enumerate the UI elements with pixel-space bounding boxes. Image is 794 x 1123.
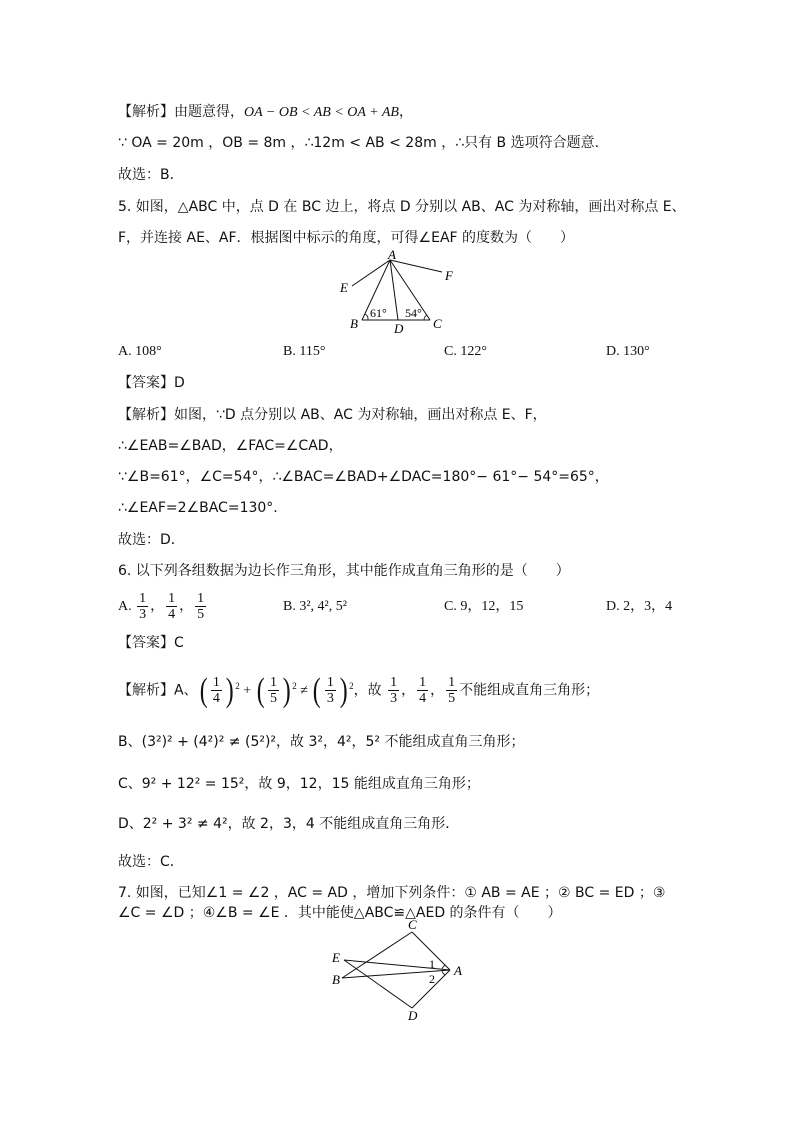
solution-tag: 【解析】 [118,104,174,120]
q6-answer: 【答案】C [118,635,184,651]
q6-solution-c: C、9² + 12² = 15²，故 9，12，15 能组成直角三角形； [118,776,480,792]
q5-solution-line-2: ∴∠EAB=∠BAD，∠FAC=∠CAD， [118,438,343,454]
q5-stem-line-2: F，并连接 AE、AF．根据图中标示的角度，可得∠EAF 的度数为（ ） [118,230,575,246]
fraction: $\frac{1}{3}$ [139,591,147,623]
q7-stem-line-1: 7. 如图，已知∠1 = ∠2 ，AC = AD ，增加下列条件：① AB = AE ；② BC = ED ；③ [118,885,666,901]
q6-solution-b: B、(3²)² + (4²)² ≠ (5²)²，故 3²，4²，5² 不能组成直角三角形； [118,734,525,750]
angle-c-arc [424,315,427,320]
q5-solution-line-3: ∵∠B=61°，∠C=54°，∴∠BAC=∠BAD+∠DAC=180°− 61°− 54°=65°， [118,469,609,485]
angle-1-label: 1 [429,957,435,971]
q6-solution-a: 【解析】A、( $\frac{1}{4}$ ) $^2$ + ( $\frac{1}{5}$ ) $^2$ ≠ ( $\frac{1}{3}$ ) $^2$，故 $\frac{1}{3}$ ， $\frac{1}{4}$ ， $\frac{1}{5}$ 不能组成直角三角形； [118,671,600,709]
prev-solution-line-2: ∵ OA = 20m ，OB = 8m ，∴12m < AB < 28m ，∴只有 B 选项符合题意. [118,135,600,151]
q5-option-b: B. 115° [283,344,326,359]
fraction: $\frac{1}{4}$ [168,591,176,623]
prev-solution-choice: 故选：B． [118,167,184,183]
q6-solution-d: D、2² + 3² ≠ 4²，故 2，3，4 不能组成直角三角形． [118,816,460,832]
q5-option-d: D. 130° [606,344,650,359]
label-c: C [408,918,417,932]
label-e: E [340,280,348,295]
q5-stem-line-1: 5. 如图，△ABC 中，点 D 在 BC 边上，将点 D 分别以 AB、AC 为对称轴，画出对称点 E、 [118,199,686,215]
label-d: D [394,321,404,336]
q5-option-c: C. 122° [444,344,487,359]
angle-b-arc [365,314,368,320]
label-c: C [433,316,442,331]
q5-solution-line-4: ∴∠EAF=2∠BAC=130°. [118,500,278,516]
label-b: B [332,972,340,987]
label-e: E [332,950,340,965]
q5-solution-line-1: 【解析】如图，∵D 点分别以 AB、AC 为对称轴，画出对称点 E、F， [118,407,547,423]
label-a: A [454,963,462,978]
q6-option-a: A. $\frac{1}{3}$ ， $\frac{1}{4}$ ， $\frac{1}{5}$ [118,591,205,623]
label-a: A [388,250,396,262]
segment-cb [342,932,412,978]
label-d: D [408,1008,418,1023]
fraction: $\frac{1}{5}$ [197,591,205,623]
segment-ed [344,960,412,1008]
q6-stem: 6. 以下列各组数据为边长作三角形，其中能作成直角三角形的是（ ） [118,563,570,579]
angle-1-arc [442,965,445,969]
q6-solution-choice: 故选：C． [118,854,184,870]
q5-solution-choice: 故选：D． [118,532,185,548]
q5-answer: 【答案】D [118,375,185,391]
label-b: B [350,316,358,331]
prev-solution-line-1: 【解析】由题意得，OA − OB < AB < OA + AB， [118,104,413,120]
segment-ad [390,260,398,320]
q6-option-c: C. 9，12，15 [444,599,524,614]
q7-quadrilateral-figure [330,918,470,1023]
label-f: F [445,268,453,283]
angle-b-value: 61° [370,306,387,320]
q7-stem-line-2: ∠C = ∠D ；④∠B = ∠E ．其中能使△ABC≌△AED 的条件有（ ） [118,905,562,921]
q5-option-a: A. 108° [118,344,162,359]
segment-af [390,260,442,272]
angle-c-value: 54° [405,306,422,320]
q5-triangle-figure [330,250,470,336]
angle-2-arc [442,971,445,975]
angle-2-label: 2 [429,972,435,986]
q6-option-b: B. 3², 4², 5² [283,599,347,614]
q6-option-d: D. 2，3，4 [606,599,673,614]
inequality: OA − OB < AB < OA + AB [244,105,399,120]
